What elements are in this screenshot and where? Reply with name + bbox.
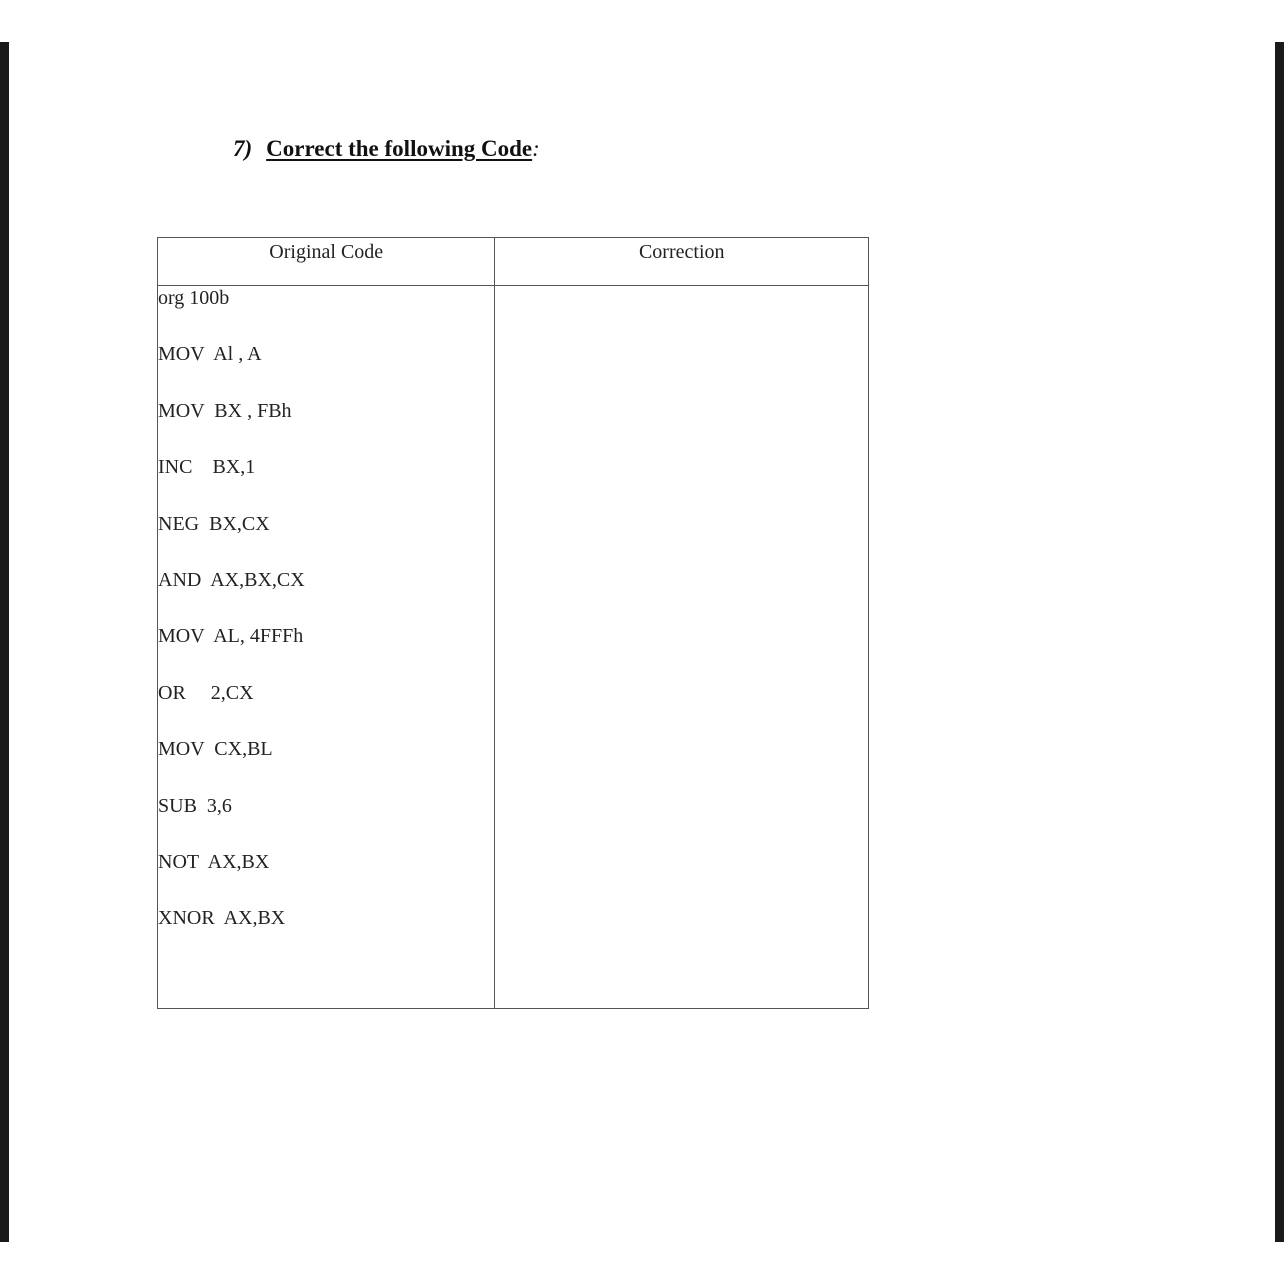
- correction-cell[interactable]: [495, 286, 869, 1009]
- code-line: org 100b: [158, 287, 230, 309]
- question-colon: :: [532, 136, 540, 161]
- code-line: MOV CX,BL: [158, 738, 273, 761]
- header-correction: Correction: [495, 238, 869, 286]
- header-original-code: Original Code: [158, 238, 495, 286]
- right-border-bar: [1275, 42, 1284, 1242]
- code-line: NOT AX,BX: [158, 850, 270, 873]
- question-title: Correct the following Code: [266, 136, 533, 161]
- left-border-bar: [0, 42, 9, 1242]
- code-line: OR 2,CX: [158, 681, 254, 704]
- original-code-cell: [158, 286, 495, 1009]
- table-body-row: [158, 286, 869, 1009]
- question-number: 7): [233, 136, 253, 161]
- code-line: NEG BX,CX: [158, 512, 270, 535]
- code-line: AND AX,BX,CX: [158, 568, 305, 591]
- question-heading: [233, 136, 540, 162]
- code-line: INC BX,1: [158, 456, 256, 479]
- code-line: XNOR AX,BX: [158, 907, 286, 930]
- table-header-row: [158, 238, 869, 286]
- code-correction-table: [157, 237, 869, 1009]
- code-line: MOV AL, 4FFFh: [158, 625, 304, 648]
- code-line: MOV BX , FBh: [158, 399, 292, 422]
- code-line: SUB 3,6: [158, 794, 232, 817]
- code-line: MOV Al , A: [158, 343, 262, 366]
